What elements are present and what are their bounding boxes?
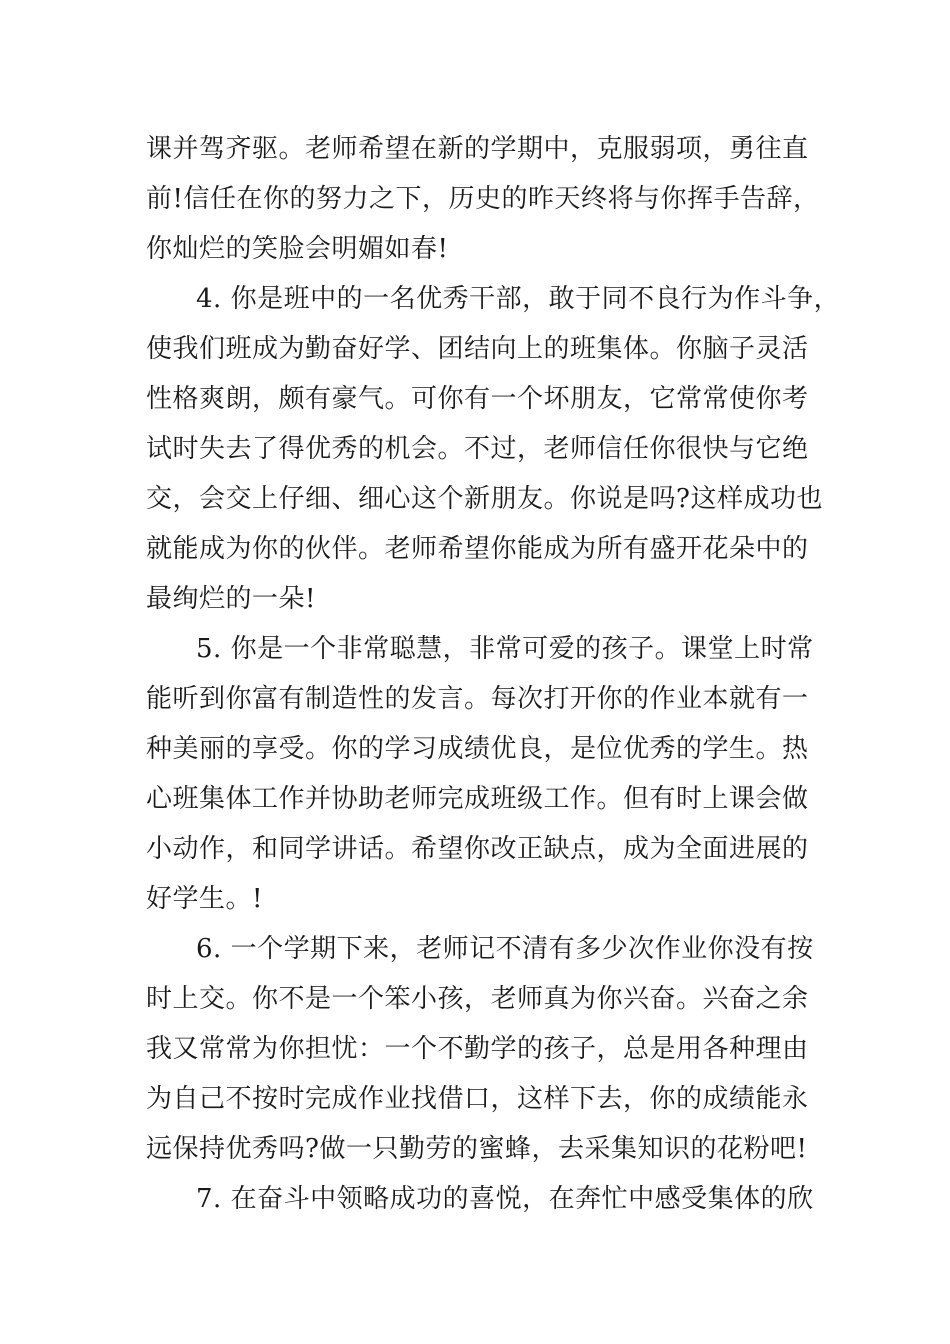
text-line: 性格爽朗，颇有豪气。可你有一个坏朋友，它常常使你考	[146, 384, 809, 414]
text-line: 好学生。!	[146, 884, 263, 914]
text-line: 就能成为你的伙伴。老师希望你能成为所有盛开花朵中的	[146, 534, 809, 564]
paragraph-4-start: 4. 你是班中的一名优秀干部，敢于同不良行为作斗争，	[196, 284, 841, 314]
text-line: 使我们班成为勤奋好学、团结向上的班集体。你脑子灵活	[146, 334, 809, 364]
text-line: 课并驾齐驱。老师希望在新的学期中，克服弱项，勇往直	[146, 134, 809, 164]
paragraph-7-start: 7. 在奋斗中领略成功的喜悦，在奔忙中感受集体的欣	[196, 1184, 814, 1214]
text-line: 远保持优秀吗?做一只勤劳的蜜蜂，去采集知识的花粉吧!	[146, 1134, 808, 1164]
paragraph-6-start: 6. 一个学期下来，老师记不清有多少次作业你没有按	[196, 934, 814, 964]
text-line: 你灿烂的笑脸会明媚如春!	[146, 234, 449, 264]
text-line: 小动作，和同学讲话。希望你改正缺点，成为全面进展的	[146, 834, 809, 864]
text-line: 能听到你富有制造性的发言。每次打开你的作业本就有一	[146, 684, 809, 714]
text-line: 为自己不按时完成作业找借口，这样下去，你的成绩能永	[146, 1084, 809, 1114]
text-line: 试时失去了得优秀的机会。不过，老师信任你很快与它绝	[146, 434, 809, 464]
text-line: 交，会交上仔细、细心这个新朋友。你说是吗?这样成功也	[146, 484, 823, 514]
text-line: 最绚烂的一朵!	[146, 584, 316, 614]
text-line: 心班集体工作并协助老师完成班级工作。但有时上课会做	[146, 784, 809, 814]
paragraph-5-start: 5. 你是一个非常聪慧，非常可爱的孩子。课堂上时常	[196, 634, 814, 664]
text-line: 时上交。你不是一个笨小孩，老师真为你兴奋。兴奋之余	[146, 984, 809, 1014]
text-line: 种美丽的享受。你的学习成绩优良，是位优秀的学生。热	[146, 734, 809, 764]
text-line: 前!信任在你的努力之下，历史的昨天终将与你挥手告辞，	[146, 184, 820, 214]
text-line: 我又常常为你担忧：一个不勤学的孩子，总是用各种理由	[146, 1034, 809, 1064]
